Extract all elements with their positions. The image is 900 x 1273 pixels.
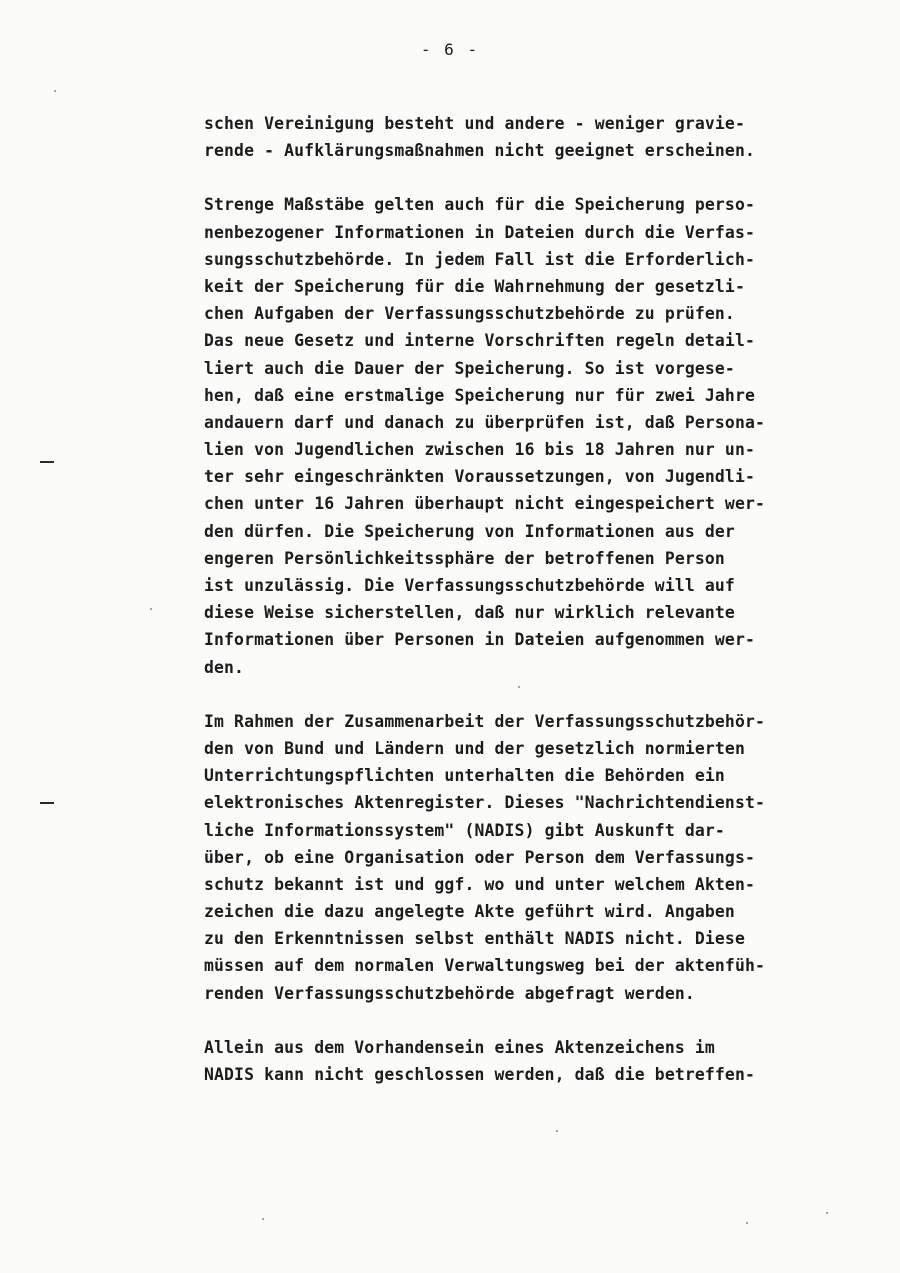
scan-speck xyxy=(54,90,56,92)
text-line: chen unter 16 Jahren überhaupt nicht eingespeichert wer- xyxy=(204,494,766,514)
scan-speck xyxy=(150,608,152,610)
text-line: den. xyxy=(204,657,245,677)
text-line: schutz bekannt ist und ggf. wo und unter welchem Akten- xyxy=(204,874,755,894)
text-line: schen Vereinigung besteht und andere - weniger gravie- xyxy=(204,114,745,133)
text-line: ter sehr eingeschränkten Voraussetzungen, von Jugendli- xyxy=(204,467,755,487)
paragraph-2 xyxy=(204,191,844,680)
text-line: den von Bund und Ländern und der gesetzlich normierten xyxy=(204,738,745,758)
text-line: Strenge Maßstäbe gelten auch für die Speicherung perso- xyxy=(204,195,755,215)
text-line: chen Aufgaben der Verfassungsschutzbehörde zu prüfen. xyxy=(204,304,735,324)
page-number: - 6 - xyxy=(420,40,480,59)
text-line: andauern darf und danach zu überprüfen ist, daß Persona- xyxy=(204,412,766,432)
text-line: Unterrichtungspflichten unterhalten die Behörden ein xyxy=(204,766,725,786)
left-margin-mark xyxy=(40,461,54,463)
scan-speck xyxy=(746,1222,748,1224)
text-line: liert auch die Dauer der Speicherung. So ist vorgese- xyxy=(204,358,735,378)
scan-speck xyxy=(262,1218,264,1220)
text-line: ist unzulässig. Die Verfassungsschutzbehörde will auf xyxy=(204,576,735,595)
text-line: renden Verfassungsschutzbehörde abgefragt werden. xyxy=(204,983,695,1003)
text-line: zeichen die dazu angelegte Akte geführt wird. Angaben xyxy=(204,902,735,922)
text-line: NADIS kann nicht geschlossen werden, daß die betreffen- xyxy=(204,1065,755,1084)
text-line: rende - Aufklärungsmaßnahmen nicht geeignet erscheinen. xyxy=(204,141,755,161)
text-line: Informationen über Personen in Dateien aufgenommen wer- xyxy=(204,630,755,650)
text-line: liche Informationssystem" (NADIS) gibt Auskunft dar- xyxy=(204,820,725,840)
document-body xyxy=(204,110,844,1115)
left-margin-mark xyxy=(40,802,54,804)
paragraph-1 xyxy=(204,110,844,164)
text-line: zu den Erkenntnissen selbst enthält NADIS nicht. Diese xyxy=(204,929,745,949)
scan-speck xyxy=(556,1130,558,1132)
text-line: Allein aus dem Vorhandensein eines Aktenzeichens im xyxy=(204,1037,715,1057)
text-line: Das neue Gesetz und interne Vorschriften regeln detail- xyxy=(204,331,755,351)
text-line: elektronisches Aktenregister. Dieses "Nachrichtendienst- xyxy=(204,793,766,813)
text-line: müssen auf dem normalen Verwaltungsweg bei der aktenfüh- xyxy=(204,956,766,976)
scan-speck xyxy=(826,1212,828,1214)
text-line: über, ob eine Organisation oder Person dem Verfassungs- xyxy=(204,847,755,867)
text-line: nenbezogener Informationen in Dateien durch die Verfas- xyxy=(204,222,755,242)
text-line: keit der Speicherung für die Wahrnehmung der gesetzli- xyxy=(204,276,745,296)
paragraph-3 xyxy=(204,708,844,1007)
text-line: lien von Jugendlichen zwischen 16 bis 18 Jahren nur un- xyxy=(204,440,755,460)
paragraph-4 xyxy=(204,1034,844,1088)
text-line: den dürfen. Die Speicherung von Informationen aus der xyxy=(204,521,735,541)
text-line: diese Weise sicherstellen, daß nur wirklich relevante xyxy=(204,603,735,623)
text-line: engeren Persönlichkeitssphäre der betroffenen Person xyxy=(204,548,725,568)
text-line: hen, daß eine erstmalige Speicherung nur für zwei Jahre xyxy=(204,385,755,405)
text-line: Im Rahmen der Zusammenarbeit der Verfassungsschutzbehör- xyxy=(204,711,766,731)
text-line: sungsschutzbehörde. In jedem Fall ist die Erforderlich- xyxy=(204,249,755,269)
